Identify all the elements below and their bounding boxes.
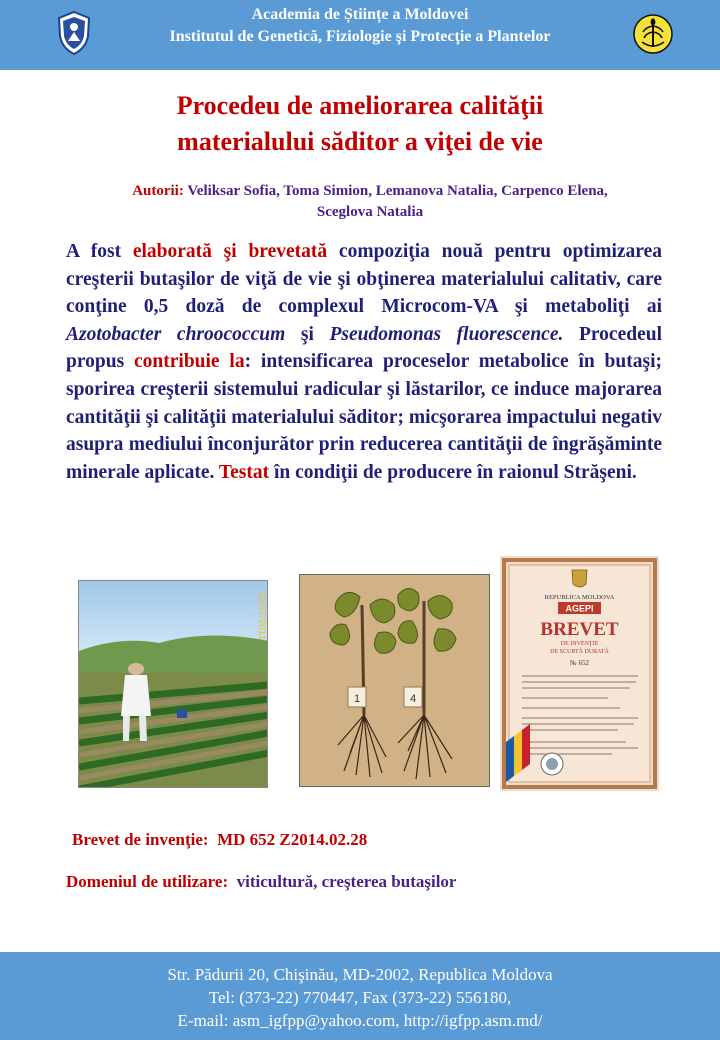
patent-info-label: Brevet de invenţie: (72, 830, 209, 849)
footer-contact: E-mail: asm_igfpp@yahoo.com, http://igfpp.asm.md/ (177, 1011, 543, 1030)
cutting-label-1: 1 (353, 693, 361, 705)
desc-text: şi (285, 323, 330, 345)
title-line-2: materialului săditor a viţei de vie (177, 127, 543, 156)
patent-title: BREVET (540, 619, 619, 640)
desc-species-azotobacter: Azotobacter chroococcum (66, 323, 286, 345)
academy-crest-icon (56, 10, 92, 56)
desc-text: în condiţii de producere în raionul Străşeni. (269, 461, 637, 483)
desc-text: A fost (66, 241, 133, 262)
patent-subtitle-2: DE SCURTĂ DURATĂ (550, 649, 609, 655)
footer-band (0, 952, 720, 1040)
desc-text: compoziţia nouă pentru optimizarea creşterii butaşilor de viţă de vie şi obţinerea materialului calitativ, care conţine 0,5 doză de complexul Microcom-VA şi metaboliţi ai (66, 241, 662, 318)
academy-name: Academia de Științe a Moldovei (251, 6, 469, 23)
desc-highlight-contributes: contribuie la (134, 351, 245, 373)
patent-agency: AGEPI (565, 603, 594, 614)
usage-domain (66, 872, 456, 892)
patent-certificate-image (500, 556, 659, 791)
usage-domain-value: viticultură, creşterea butaşilor (236, 872, 457, 891)
patent-info-value: MD 652 Z2014.02.28 (217, 830, 368, 849)
authors-names-line-1: Veliksar Sofia, Toma Simion, Lemanova Natalia, Carpenco Elena, (187, 183, 608, 199)
desc-highlight-tested: Testat (218, 461, 270, 483)
photo-date-stamp: 12/07/2011 (256, 591, 267, 641)
patent-info (72, 830, 367, 850)
field-photo (78, 580, 268, 788)
desc-text: : intensificarea proceselor metabolice în butaşi; sporirea creşterii sistemului radicular şi lăstarilor, ce induce majorarea cantităţii şi calităţii materialului săditor; micşorarea impactului negativ asupra mediului înconjurător prin reducerea cantităţii de îngrăşăminte minerale aplicate. (66, 351, 662, 483)
usage-domain-label: Domeniul de utilizare: (66, 872, 229, 891)
patent-number: № 652 (570, 659, 589, 667)
description-paragraph (66, 238, 662, 486)
header-band (0, 0, 720, 70)
desc-text: Procedeul propus (66, 323, 662, 373)
authors-names-line-2: Sceglova Natalia (316, 204, 424, 220)
title-line-1: Procedeu de ameliorarea calităţii (176, 91, 544, 120)
desc-species-pseudomonas: Pseudomonas fluorescence. (329, 323, 564, 345)
cuttings-photo (299, 574, 490, 787)
desc-highlight-elaborated: elaborată şi brevetată (132, 241, 328, 262)
footer-address: Str. Pădurii 20, Chişinău, MD-2002, Republica Moldova (167, 965, 553, 984)
institute-wheat-emblem-icon (633, 14, 673, 54)
coat-of-arms-icon (572, 570, 587, 587)
footer-phone: Tel: (373-22) 770447, Fax (373-22) 556180, (208, 988, 512, 1007)
authors-label: Autorii: (132, 183, 184, 199)
poster-title (0, 88, 720, 160)
cutting-label-4: 4 (409, 693, 417, 705)
patent-country: REPUBLICA MOLDOVA (544, 594, 615, 601)
institute-name: Institutul de Genetică, Fiziologie şi Protecţie a Plantelor (169, 28, 551, 45)
authors-block (60, 181, 680, 223)
patent-subtitle-1: DE INVENŢIE (560, 641, 599, 647)
